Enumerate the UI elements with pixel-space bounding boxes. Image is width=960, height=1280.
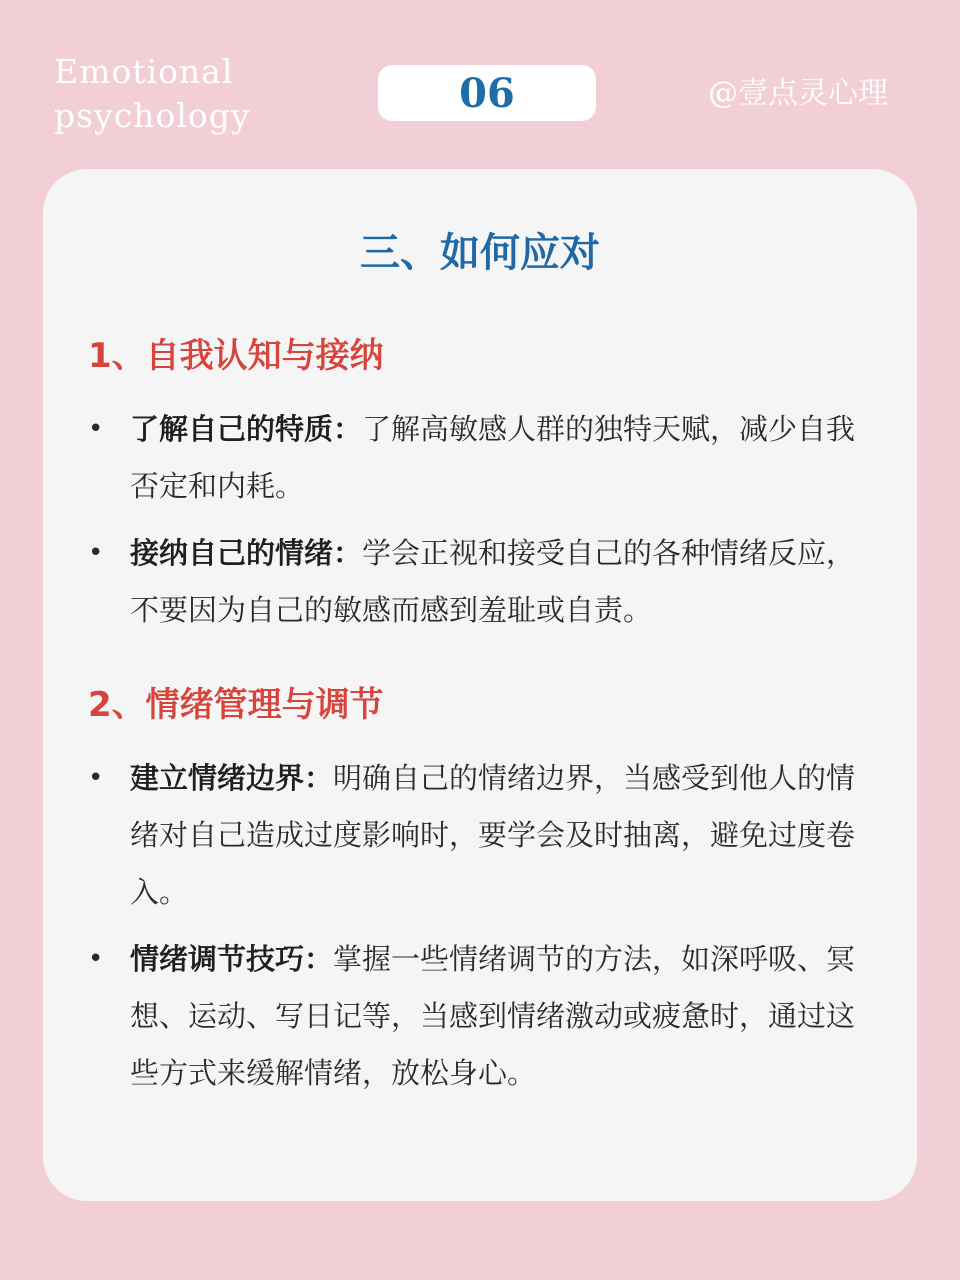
page-number: 06 — [459, 69, 515, 117]
item-term: 建立情绪边界： — [130, 761, 334, 795]
item-text: 了解高敏感人群的独特天赋，减少自我否定和内耗。 — [130, 412, 856, 503]
section-heading: 2、情绪管理与调节 — [88, 685, 384, 725]
bullet-dot-icon: • — [88, 538, 104, 568]
list-item — [88, 401, 868, 515]
section-self-awareness — [88, 333, 868, 649]
item-term: 了解自己的特质： — [130, 412, 363, 446]
item-text: 掌握一些情绪调节的方法，如深呼吸、冥想、运动、写日记等，当感到情绪激动或疲惫时，通过这些方式来缓解情绪，放松身心。 — [130, 942, 856, 1090]
author-handle: @壹点灵心理 — [708, 76, 888, 111]
bullet-dot-icon: • — [88, 763, 104, 793]
brand-line-2: psychology — [54, 96, 251, 135]
item-term: 情绪调节技巧： — [130, 942, 334, 976]
bullet-list — [88, 401, 868, 639]
list-item — [88, 525, 868, 639]
item-text: 明确自己的情绪边界，当感受到他人的情绪对自己造成过度影响时，要学会及时抽离，避免过度卷入。 — [130, 761, 856, 909]
item-text: 学会正视和接受自己的各种情绪反应，不要因为自己的敏感而感到羞耻或自责。 — [130, 536, 856, 627]
brand-logo-text — [54, 50, 251, 138]
card-title: 三、如何应对 — [360, 230, 600, 276]
section-emotion-management — [88, 682, 868, 1112]
item-term: 接纳自己的情绪： — [130, 536, 363, 570]
section-heading: 1、自我认知与接纳 — [88, 336, 384, 376]
list-item — [88, 750, 868, 921]
brand-line-1: Emotional — [54, 52, 234, 91]
bullet-dot-icon: • — [88, 944, 104, 974]
content-card — [43, 169, 917, 1201]
bullet-dot-icon: • — [88, 414, 104, 444]
page-number-badge — [378, 65, 596, 121]
bullet-list — [88, 750, 868, 1102]
list-item — [88, 931, 868, 1102]
